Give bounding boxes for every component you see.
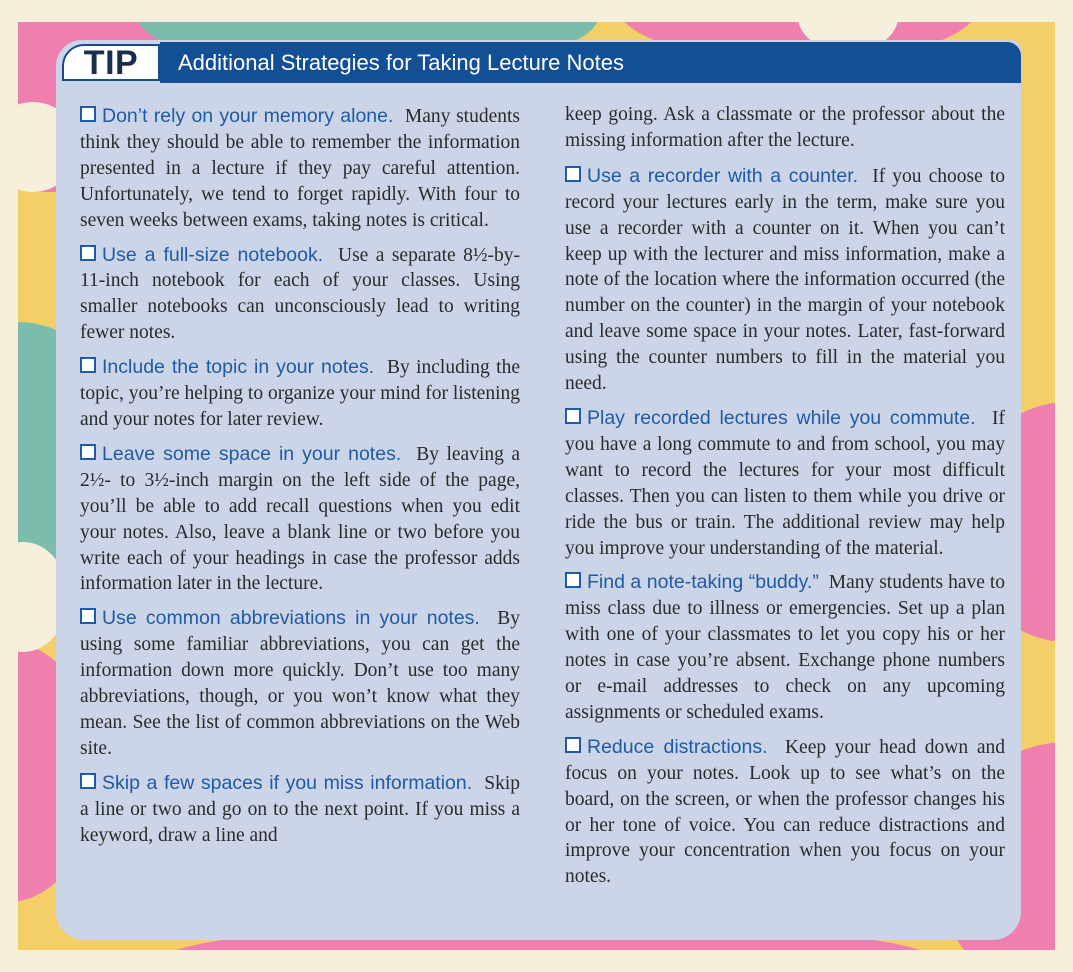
- tip-body: Use a separate 8½-by-11-inch notebook for each of your classes. Using smaller notebooks can unconsciously lead to writing fewer notes.: [80, 244, 520, 344]
- checkbox-icon: [80, 245, 96, 261]
- tip-item: [80, 442, 520, 597]
- tip-heading: Leave some space in your notes.: [80, 443, 401, 465]
- tip-item: [565, 406, 1005, 561]
- tip-item: [80, 104, 520, 234]
- tip-body: If you choose to record your lectures early in the term, make sure you use a recorder with a counter on it. When you can’t keep up with the lecturer and miss information, make a note of the location where the information occurred (the number on the counter) in the margin of your notebook and leave some space in your notes. Later, fast-forward using the counter numbers to fill in the material you need.: [565, 165, 1005, 395]
- checkbox-icon: [565, 737, 581, 753]
- tip-heading: Find a note-taking “buddy.”: [565, 571, 819, 593]
- tip-body: If you have a long commute to and from school, you may want to record the lectures for your most difficult classes. Then you can listen to them while you drive or ride the bus or train. The additional review may help you improve your understanding of the material.: [565, 407, 1006, 559]
- left-column: [80, 104, 520, 857]
- header-bar: [160, 42, 1021, 83]
- tip-heading: Use a full-size notebook.: [80, 244, 323, 266]
- tip-item: [565, 570, 1005, 725]
- checkbox-icon: [80, 773, 96, 789]
- tip-body: Keep your head down and focus on your notes. Look up to see what’s on the board, on the screen, or when the professor changes his or her tone of voice. You can reduce distractions and improve your concentration when you focus on your notes.: [565, 736, 1006, 888]
- tip-title: Additional Strategies for Taking Lecture Notes: [178, 50, 624, 75]
- tip-label: TIP: [83, 44, 139, 82]
- tip-item: [80, 771, 520, 849]
- tip-heading: Use a recorder with a counter.: [565, 165, 858, 187]
- checkbox-icon: [565, 408, 581, 424]
- tip-body: Many students think they should be able to remember the information presented in a lecture if they pay careful attention. Unfortunately, we tend to forget rapidly. With four to seven weeks between exams, taking notes is critical.: [80, 106, 520, 231]
- checkbox-icon: [565, 166, 581, 182]
- tip-body: By including the topic, you’re helping to organize your mind for listening and your notes for later review.: [80, 357, 520, 430]
- tip-body: By leaving a 2½- to 3½-inch margin on the left side of the page, you’ll be able to add recall questions when you edit your notes. Also, leave a blank line or two before you write each of your headings in case the professor adds information later in the lecture.: [80, 443, 521, 595]
- tip-heading: Use common abbreviations in your notes.: [80, 607, 480, 629]
- tip-card: [56, 40, 1021, 940]
- tip-body: Skip a line or two and go on to the next point. If you miss a keyword, draw a line and: [80, 772, 521, 846]
- tip-body: By using some familiar abbreviations, you can get the information down more quickly. Don’t use too many abbreviations, though, or you won’t know what they mean. See the list of common abbreviations on the Web site.: [80, 608, 521, 759]
- checkbox-icon: [80, 608, 96, 624]
- checkbox-icon: [565, 572, 581, 588]
- tip-item: [565, 164, 1005, 397]
- right-column: [565, 102, 1005, 899]
- checkbox-icon: [80, 357, 96, 373]
- checkbox-icon: [80, 444, 96, 460]
- tip-heading: Reduce distractions.: [565, 736, 768, 758]
- tip-header: [56, 40, 1021, 84]
- tip-item: [80, 606, 520, 761]
- checkbox-icon: [80, 106, 96, 122]
- tip-heading: Don’t rely on your memory alone.: [80, 105, 393, 127]
- tip-item: [565, 735, 1005, 890]
- tip-item: [80, 243, 520, 347]
- tip-continuation: keep going. Ask a classmate or the professor about the missing information after the lecture.: [565, 104, 1005, 151]
- tip-heading: Skip a few spaces if you miss information.: [80, 772, 472, 794]
- tip-heading: Play recorded lectures while you commute.: [565, 407, 976, 429]
- tip-item: [80, 355, 520, 433]
- tip-badge: [62, 44, 160, 81]
- tip-body: Many students have to miss class due to illness or emergencies. Set up a plan with one of your classmates to let you copy his or her notes in case you’re absent. Exchange phone numbers or e-mail addresses to check on any upcoming assignments or scheduled exams.: [565, 572, 1005, 723]
- tip-heading: Include the topic in your notes.: [80, 356, 374, 378]
